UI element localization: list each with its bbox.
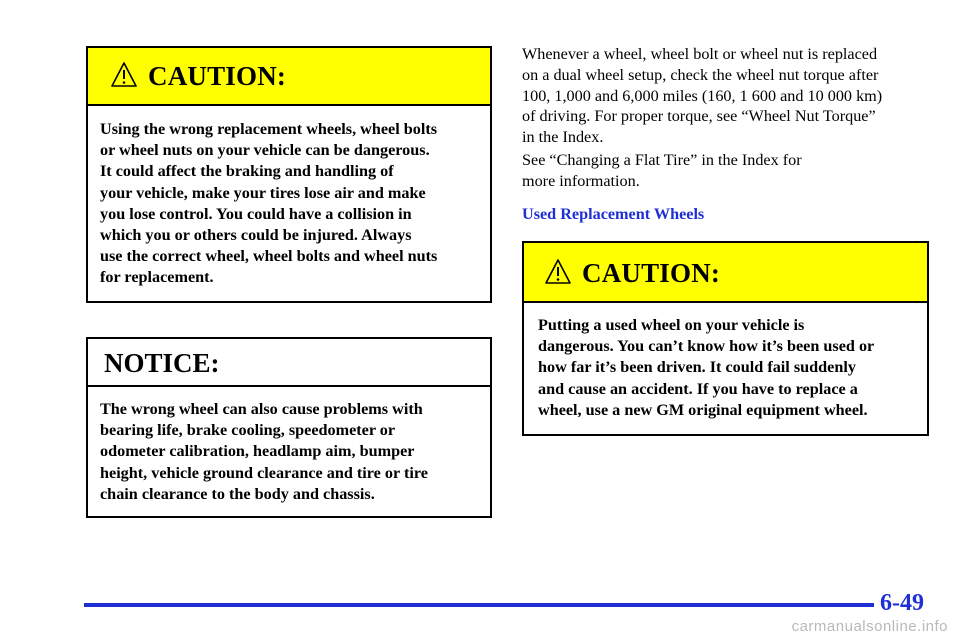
caution-title: CAUTION: [148, 61, 287, 91]
warning-triangle-icon [544, 258, 572, 286]
caution-header [524, 243, 927, 303]
notice-box-wrong-wheel [86, 337, 492, 518]
section-heading-used-wheels: Used Replacement Wheels [522, 205, 705, 223]
caution-title: CAUTION: [582, 258, 721, 288]
notice-text: The wrong wheel can also cause problems with bearing life, brake cooling, speedometer or odometer calibration, headlamp aim, bumper height, vehicle ground clearance and tire or tire chain clearance to the body and chassis. [100, 400, 428, 503]
page-number: 6-49 [880, 590, 924, 616]
caution-box-used-wheel [522, 241, 929, 436]
watermark-text: carmanualsonline.info [791, 618, 948, 635]
notice-title: NOTICE: [104, 348, 220, 378]
notice-header [88, 339, 490, 387]
flat-tire-reference-paragraph: See “Changing a Flat Tire” in the Index for more information. [522, 151, 802, 190]
caution-box-wrong-wheels [86, 46, 492, 303]
caution-text: Putting a used wheel on your vehicle is dangerous. You can’t know how it’s been used or how far it’s been driven. It could fail suddenly and cause an accident. If you have to replace a wheel, use a new GM original equipment wheel. [538, 316, 875, 419]
caution-text: Using the wrong replacement wheels, wheel bolts or wheel nuts on your vehicle can be dangerous. It could affect the braking and handling of your vehicle, make your tires lose air and make you lose control. You could have a collision in which you or others could be injured. Always use the correct wheel, wheel bolts and wheel nuts for replacement. [100, 120, 438, 287]
wheel-nut-torque-paragraph: Whenever a wheel, wheel bolt or wheel nut is replaced on a dual wheel setup, check the wheel nut torque after 100, 1,000 and 6,000 miles (160, 1 600 and 10 000 km) of driving. For proper torque, see “Wheel Nut Torque” in the Index. [522, 45, 883, 147]
footer-rule [84, 603, 874, 607]
caution-header [88, 48, 490, 106]
warning-triangle-icon [110, 61, 138, 89]
